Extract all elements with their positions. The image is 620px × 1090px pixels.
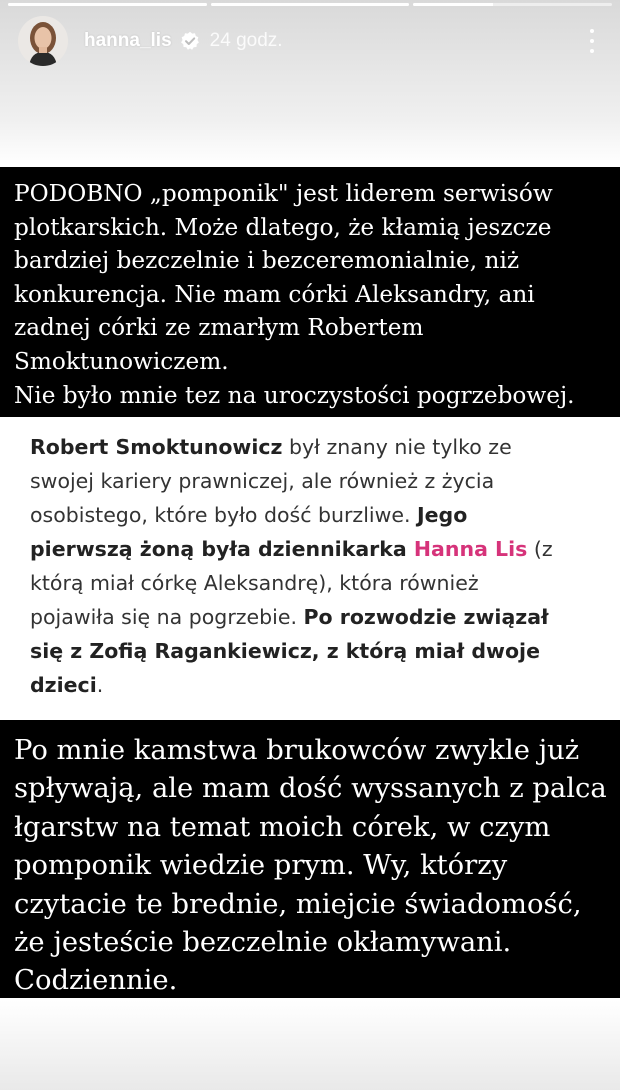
article-line: którą miał córkę Aleksandrę), która również [30, 571, 479, 595]
quote-block-bottom [0, 720, 620, 998]
quote-line: czytacie te brednie, miejcie świadomość, [14, 888, 582, 920]
post-time: 24 godz. [209, 30, 283, 51]
more-vertical-icon[interactable] [582, 27, 602, 55]
quote-line: bardziej bezczelnie i bezceremonialnie, niż [14, 247, 520, 275]
highlighted-name: Hanna Lis [413, 537, 528, 561]
article-line: swojej kariery prawniczej, ale również z życia [30, 469, 495, 493]
username[interactable]: hanna_lis [84, 30, 172, 51]
quote-line: Nie było mnie tez na uroczystości pogrzebowej. [14, 381, 575, 409]
article-line: Robert Smoktunowicz był znany nie tylko ze [30, 435, 512, 459]
story-progress [8, 3, 612, 6]
progress-segment [413, 3, 612, 6]
progress-segment [211, 3, 410, 6]
article-excerpt [30, 430, 610, 702]
article-line: się z Zofią Ragankiewicz, z którą miał dwoje [30, 639, 540, 663]
article-line: pojawiła się na pogrzebie. Po rozwodzie związał [30, 605, 549, 629]
quote-line: zadnej córki ze zmarłym Robertem [14, 314, 424, 342]
quote-line: konkurencja. Nie mam córki Aleksandry, ani [14, 280, 535, 308]
article-line: pierwszą żoną była dziennikarka Hanna Lis (z [30, 537, 553, 561]
quote-line: Smoktunowiczem. [14, 347, 229, 375]
quote-line: łgarstw na temat moich córek, w czym [14, 811, 551, 843]
story-header [18, 14, 602, 68]
quote-line: spływają, ale mam dość wyssanych z palca [14, 773, 607, 805]
progress-segment [8, 3, 207, 6]
article-line: dzieci. [30, 673, 104, 697]
quote-line: Codziennie. [14, 965, 178, 997]
avatar[interactable] [18, 16, 68, 66]
quote-block-top [0, 167, 620, 417]
quote-line: PODOBNO „pomponik" jest liderem serwisów [14, 180, 553, 207]
verified-badge-icon [180, 31, 200, 51]
quote-line: plotkarskich. Może dlatego, że kłamią jeszcze [14, 213, 552, 241]
quote-line: pomponik wiedzie prym. Wy, którzy [14, 850, 508, 882]
quote-line: że jesteście bezczelnie okłamywani. [14, 927, 512, 959]
quote-line: Po mnie kamstwa brukowców zwykle już [14, 735, 580, 766]
article-line: osobistego, które było dość burzliwe. Jego [30, 503, 468, 527]
